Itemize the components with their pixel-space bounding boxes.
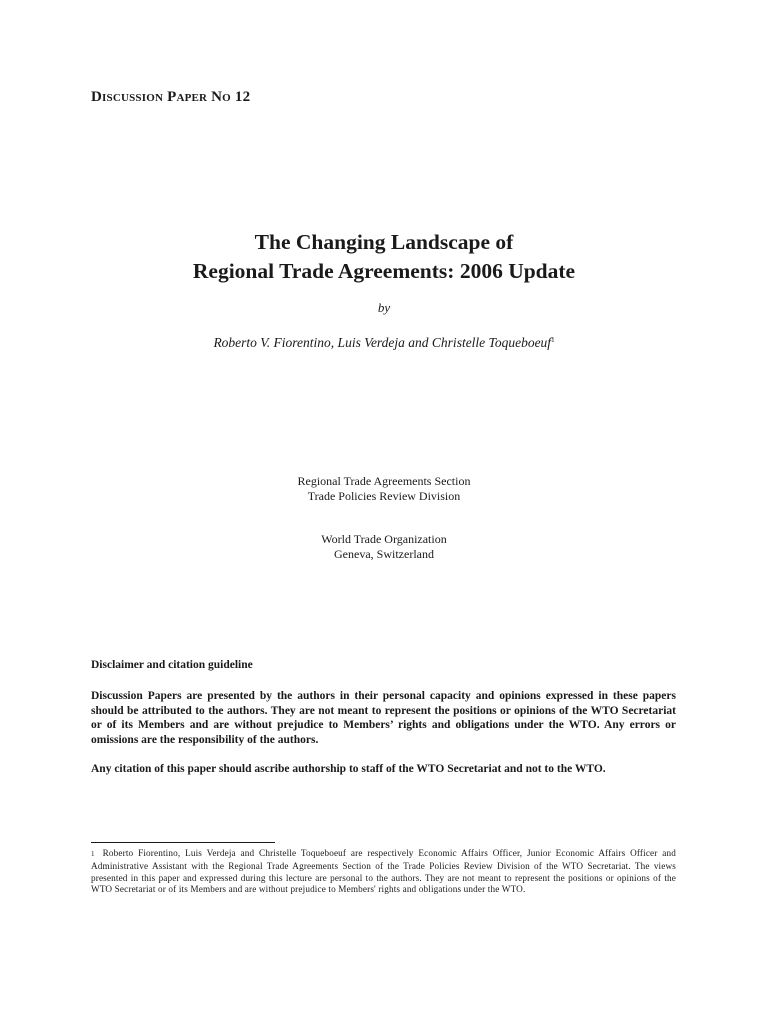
- disclaimer-heading: Disclaimer and citation guideline: [91, 659, 253, 671]
- affiliation-section: Regional Trade Agreements Section: [297, 474, 471, 488]
- disclaimer-paragraph-1: Discussion Papers are presented by the authors in their personal capacity and opinions expressed in these papers should be attributed to the authors. They are not meant to represent the positions or opinions of the WTO Secretariat or of its Members and are without prejudice to Members’ rights and obligations under the WTO. Any errors or omissions are the responsibility of the authors.: [91, 690, 676, 746]
- disclaimer-paragraph-2: Any citation of this paper should ascribe authorship to staff of the WTO Secretariat and not to the WTO.: [91, 763, 606, 775]
- footnote-divider: [91, 842, 275, 843]
- author-names: Roberto V. Fiorentino, Luis Verdeja and Christelle Toqueboeuf: [213, 335, 552, 350]
- byline-by: by: [377, 300, 391, 315]
- author-list: [0, 335, 768, 351]
- affiliation-organization: World Trade Organization: [321, 532, 447, 546]
- title-line-1: The Changing Landscape of: [254, 230, 514, 254]
- affiliation-division: Trade Policies Review Division: [307, 489, 461, 503]
- footnote-marker: 1: [91, 850, 95, 858]
- footnote-text: Roberto Fiorentino, Luis Verdeja and Christelle Toqueboeuf are respectively Economic Affairs Officer, Junior Economic Affairs Officer and Administrative Assistant with the Regional Trade Agreements Section of the Trade Policies Review Division of the WTO Secretariat. The views presented in this paper and expressed during this lecture are personal to the authors. They are not meant to represent the positions or opinions of the WTO Secretariat or of its Members and are without prejudice to Members' rights and obligations under the WTO.: [91, 848, 676, 895]
- footnote: [91, 848, 676, 896]
- affiliation-location: Geneva, Switzerland: [334, 547, 434, 561]
- series-label: Discussion Paper No 12: [91, 89, 251, 105]
- title-line-2: Regional Trade Agreements: 2006 Update: [192, 259, 576, 283]
- author-footnote-ref: 1: [551, 336, 555, 344]
